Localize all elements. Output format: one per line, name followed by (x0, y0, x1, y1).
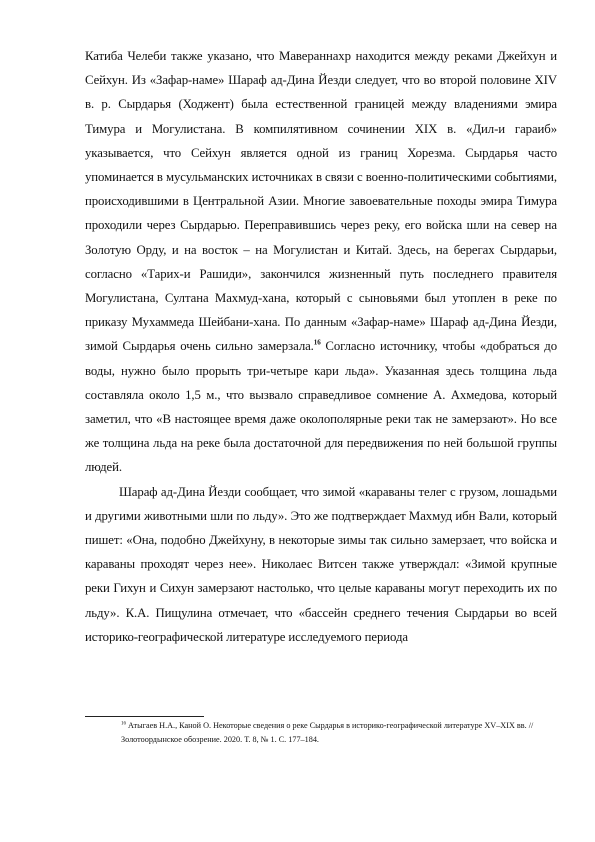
footnote-number: 16 (121, 721, 126, 727)
paragraph-1 (85, 44, 557, 480)
footnote-reference[interactable]: 16 (313, 339, 321, 348)
footnote-separator (85, 716, 204, 717)
footnote-text: Атыгаев Н.А., Каной О. Некоторые сведения о реке Сырдарья в историко-географической литературе XV–XIX вв. // Золотоордынское обозрение. 2020. Т. 8, № 1. С. 177–184. (121, 721, 534, 744)
paragraph-2: Шараф ад-Дина Йезди сообщает, что зимой «караваны телег с грузом, лошадьми и другими животными шли по льду». Это же подтверждает Махмуд ибн Вали, который пишет: «Она, подобно Джейхуну, в некоторые зимы так сильно замерзает, что войска и караваны проходят через нее». Николаес Витсен также утверждал: «Зимой крупные реки Гихун и Сихун замерзают настолько, что целые караваны могут переходить их по льду». К.А. Пищулина отмечает, что «бассейн среднего течения Сырдарьи во всей историко-географической литературе исследуемого периода (85, 484, 557, 644)
paragraph-1-text: Катиба Челеби также указано, что Мавераннахр находится между реками Джейхун и Сейхун. Из «Зафар-наме» Шараф ад-Дина Йезди следует, что во второй половине XIV в. р. Сырдарья (Ходжент) была естественной границей между владениями эмира Тимура и Могулистана. В компилятивном сочинении XIX в. «Дил-и гараиб» указывается, что Сейхун является одной из границ Хорезма. Сырдарья часто упоминается в мусульманских источниках в связи с военно-политическими событиями, происходившими в Центральной Азии. Многие завоевательные походы эмира Тимура проходили через Сырдарью. Переправившись через реку, его войска шли на север на Золотую Орду, и на восток – на Могулистан и Китай. Здесь, на берегах Сырдарьи, согласно «Тарих-и Рашиди», закончился жизненный путь последнего правителя Могулистана, Султана Махмуд-хана, который с сыновьями был утоплен в реке по приказу Мухаммеда Шейбани-хана. По данным «Зафар-наме» Шараф ад-Дина Йезди, зимой Сырдарья очень сильно замерзала. (85, 49, 557, 354)
footnote (121, 719, 558, 746)
paragraph-1-continuation: Согласно источнику, чтобы «добраться до воды, нужно было прорыть три-четыре кари льда». Указанная здесь толщина льда составляла около 1,5 м., что вызвало справедливое сомнение А. Ахмедова, который заметил, что «В настоящее время даже околополярные реки так не замерзают». Но все же толщина льда на реке была достаточной для передвижения по ней большой группы людей. (85, 339, 557, 475)
document-body (85, 44, 557, 649)
